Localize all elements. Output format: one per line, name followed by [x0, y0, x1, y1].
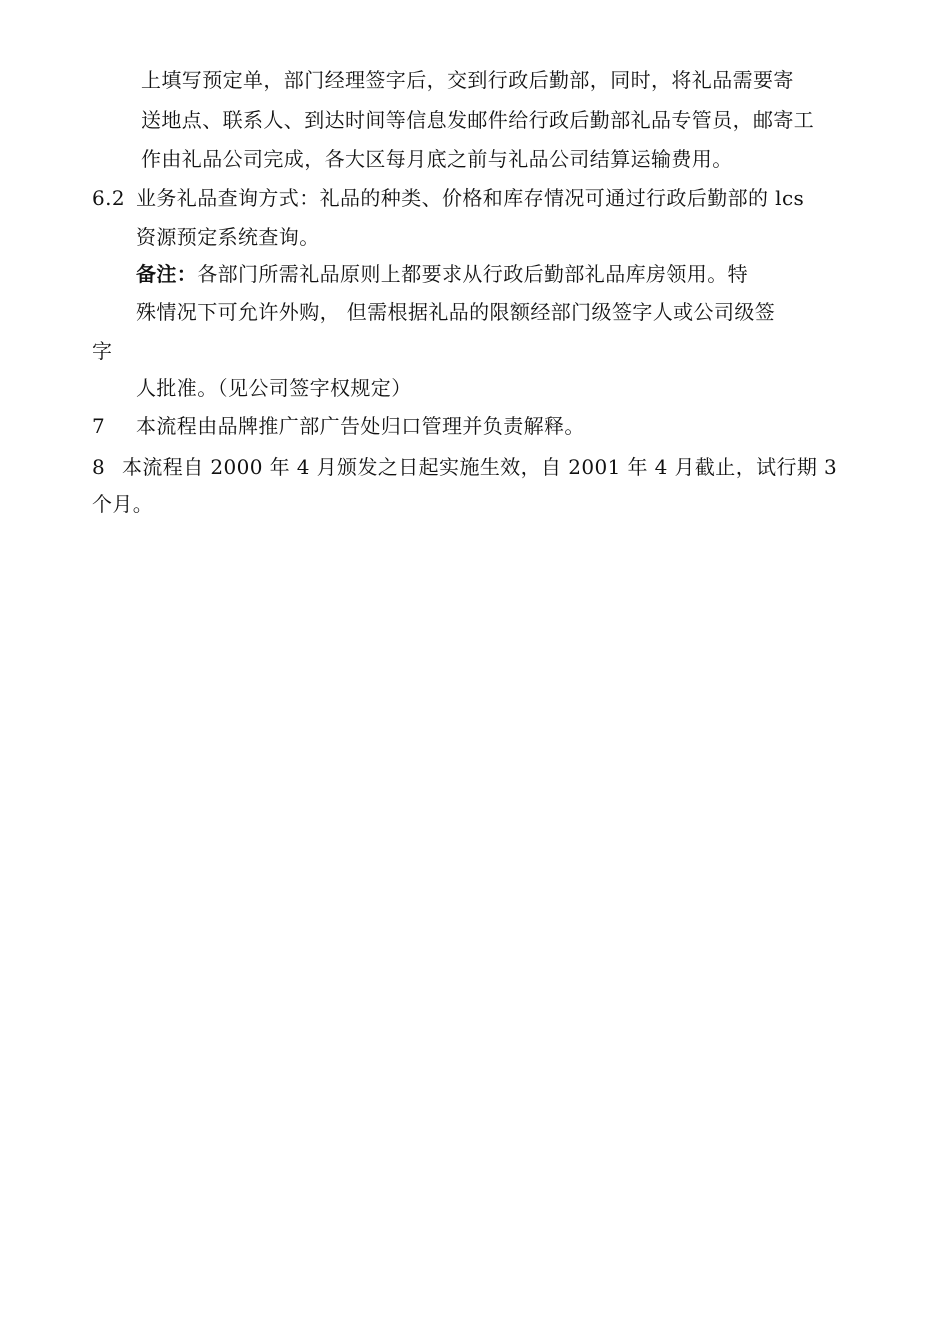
note-line-4 [136, 375, 412, 401]
section-8-line-1 [92, 454, 837, 480]
note-text: 字 [92, 339, 113, 363]
section-text: 本流程由品牌推广部广告处归口管理并负责解释。 [136, 414, 585, 438]
section-6-2-line-1 [92, 185, 804, 211]
note-line-2 [136, 299, 775, 325]
note-text: 人批准。（见公司签字权规定） [136, 376, 412, 400]
note-text: 殊情况下可允许外购， 但需根据礼品的限额经部门级签字人或公司级签 [136, 300, 776, 324]
paragraph-line-3 [141, 146, 733, 172]
section-6-2-line-2 [136, 224, 320, 250]
note-label: 备注： [136, 262, 198, 286]
section-number: 7 [92, 414, 106, 438]
paragraph-line-2 [141, 107, 859, 133]
section-number: 6.2 [92, 186, 126, 210]
note-text: 各部门所需礼品原则上都要求从行政后勤部礼品库房领用。特 [197, 262, 749, 286]
paragraph-text: 送地点、联系人、到达时间等信息发邮件给行政后勤部礼品专管员，邮寄工 [141, 108, 815, 132]
paragraph-text: 作由礼品公司完成，各大区每月底之前与礼品公司结算运输费用。 [141, 147, 733, 171]
section-number: 8 [92, 455, 106, 479]
section-text: 本流程自 2000 年 4 月颁发之日起实施生效，自 2001 年 4 月截止，试行期 3 [122, 455, 838, 479]
note-line-3 [92, 338, 112, 364]
section-8-line-2 [92, 491, 153, 517]
section-7 [92, 413, 585, 439]
note-line-1 [136, 261, 748, 287]
section-text: 资源预定系统查询。 [136, 225, 320, 249]
section-text: 业务礼品查询方式：礼品的种类、价格和库存情况可通过行政后勤部的 lcs [136, 186, 805, 210]
section-text: 个月。 [92, 492, 154, 516]
paragraph-line-1 [141, 67, 859, 93]
paragraph-text: 上填写预定单，部门经理签字后，交到行政后勤部，同时，将礼品需要寄 [141, 68, 794, 92]
